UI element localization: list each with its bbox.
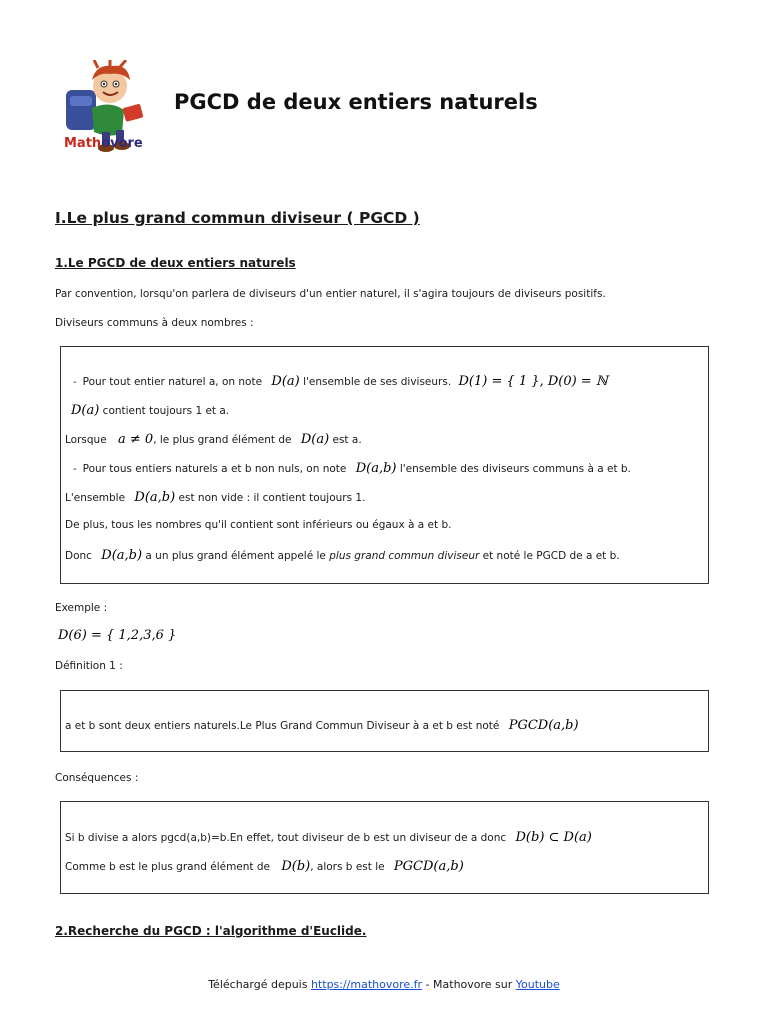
box1-line-3 [65, 432, 362, 447]
math-D-a: D(a) [71, 403, 100, 418]
box1-l7-emphasis: plus grand commun diviseur [329, 550, 480, 562]
convention-text: Par convention, lorsqu'on parlera de diviseurs d'un entier naturel, il s'agira toujours de diviseurs positifs. [55, 288, 606, 300]
footer-prefix: Téléchargé depuis [208, 978, 311, 991]
box1-line-7 [65, 548, 620, 563]
math-PGCD-ab: PGCD(a,b) [508, 718, 579, 733]
bullet-icon: - [73, 377, 77, 388]
math-PGCD-ab: PGCD(a,b) [393, 859, 464, 874]
box1-l3-text-b: , le plus grand élément de [153, 434, 292, 446]
math-D-ab: D(a,b) [134, 490, 176, 505]
box1-line-1 [73, 374, 608, 389]
box1-line-6: De plus, tous les nombres qu'il contient sont inférieurs ou égaux à a et b. [65, 519, 452, 531]
subheading-pgcd-entiers: 1.Le PGCD de deux entiers naturels [55, 256, 296, 270]
box1-l5-text-a: L'ensemble [65, 492, 126, 504]
definition-text: a et b sont deux entiers naturels.Le Plus Grand Commun Diviseur à a et b est noté [65, 720, 500, 732]
box1-line-5 [65, 490, 365, 505]
box1-l7-text-b: a un plus grand élément appelé le [145, 550, 326, 562]
section-heading-pgcd: I.Le plus grand commun diviseur ( PGCD ) [55, 209, 420, 227]
logo-text-ovore: ovore [101, 136, 143, 151]
youtube-link[interactable]: Youtube [515, 978, 560, 991]
footer-middle: - Mathovore sur [422, 978, 516, 991]
consequences-line-1 [65, 830, 592, 845]
exemple-formula [58, 628, 176, 643]
box1-line-4 [73, 461, 631, 476]
logo-text-math: Math [64, 136, 102, 151]
math-D-b: D(b) [281, 859, 311, 874]
box1-l1-text-a: Pour tout entier naturel a, on note [82, 376, 263, 388]
box1-l7-text-a: Donc [65, 550, 92, 562]
page-title: PGCD de deux entiers naturels [174, 90, 538, 114]
box1-l3-text-c: est a. [332, 434, 362, 446]
math-D-ab: D(a,b) [355, 461, 397, 476]
math-D-a: D(a) [271, 374, 300, 389]
definition-label: Définition 1 : [55, 660, 123, 672]
math-D6: D(6) = { 1,2,3,6 } [58, 628, 177, 643]
math-D-ab: D(a,b) [101, 548, 143, 563]
definition-box [60, 690, 709, 752]
box1-l4-text-b: l'ensemble des diviseurs communs à a et b. [396, 463, 631, 475]
math-Db-subset-Da: D(b) ⊂ D(a) [515, 830, 592, 845]
consequences-l2-text-b: , alors b est le [310, 861, 385, 873]
consequences-line-2 [65, 859, 464, 874]
consequences-box [60, 801, 709, 894]
consequences-l2-text-a: Comme b est le plus grand élément de [65, 861, 270, 873]
box1-l1-text-b: l'ensemble de ses diviseurs. [299, 376, 452, 388]
consequences-label: Conséquences : [55, 772, 139, 784]
footer [0, 978, 768, 991]
box1-l5-text-b: est non vide : il contient toujours 1. [178, 492, 366, 504]
definition-line [65, 718, 579, 733]
math-D1-D0: D(1) = { 1 }, D(0) = ℕ [458, 374, 608, 389]
bullet-icon: - [73, 464, 77, 475]
consequences-l1-text: Si b divise a alors pgcd(a,b)=b.En effet, tout diviseur de b est un diviseur de a donc [65, 832, 507, 844]
box1-line-2 [71, 403, 229, 418]
exemple-label: Exemple : [55, 602, 108, 614]
box1-l7-text-c: et noté le PGCD de a et b. [482, 550, 620, 562]
box1-l4-text-a: Pour tous entiers naturels a et b non nuls, on note [82, 463, 347, 475]
subheading-euclide: 2.Recherche du PGCD : l'algorithme d'Euclide. [55, 924, 367, 938]
diviseurs-communs-label: Diviseurs communs à deux nombres : [55, 317, 254, 329]
diviseurs-box [60, 346, 709, 584]
mathovore-logo [62, 60, 160, 156]
box1-l2-text: contient toujours 1 et a. [102, 405, 230, 417]
math-a-neq-0: a ≠ 0 [118, 432, 154, 447]
logo-wordmark [64, 136, 143, 151]
math-D-a: D(a) [300, 432, 330, 447]
mathovore-link[interactable]: https://mathovore.fr [310, 978, 423, 991]
box1-l3-text-a: Lorsque [65, 434, 107, 446]
